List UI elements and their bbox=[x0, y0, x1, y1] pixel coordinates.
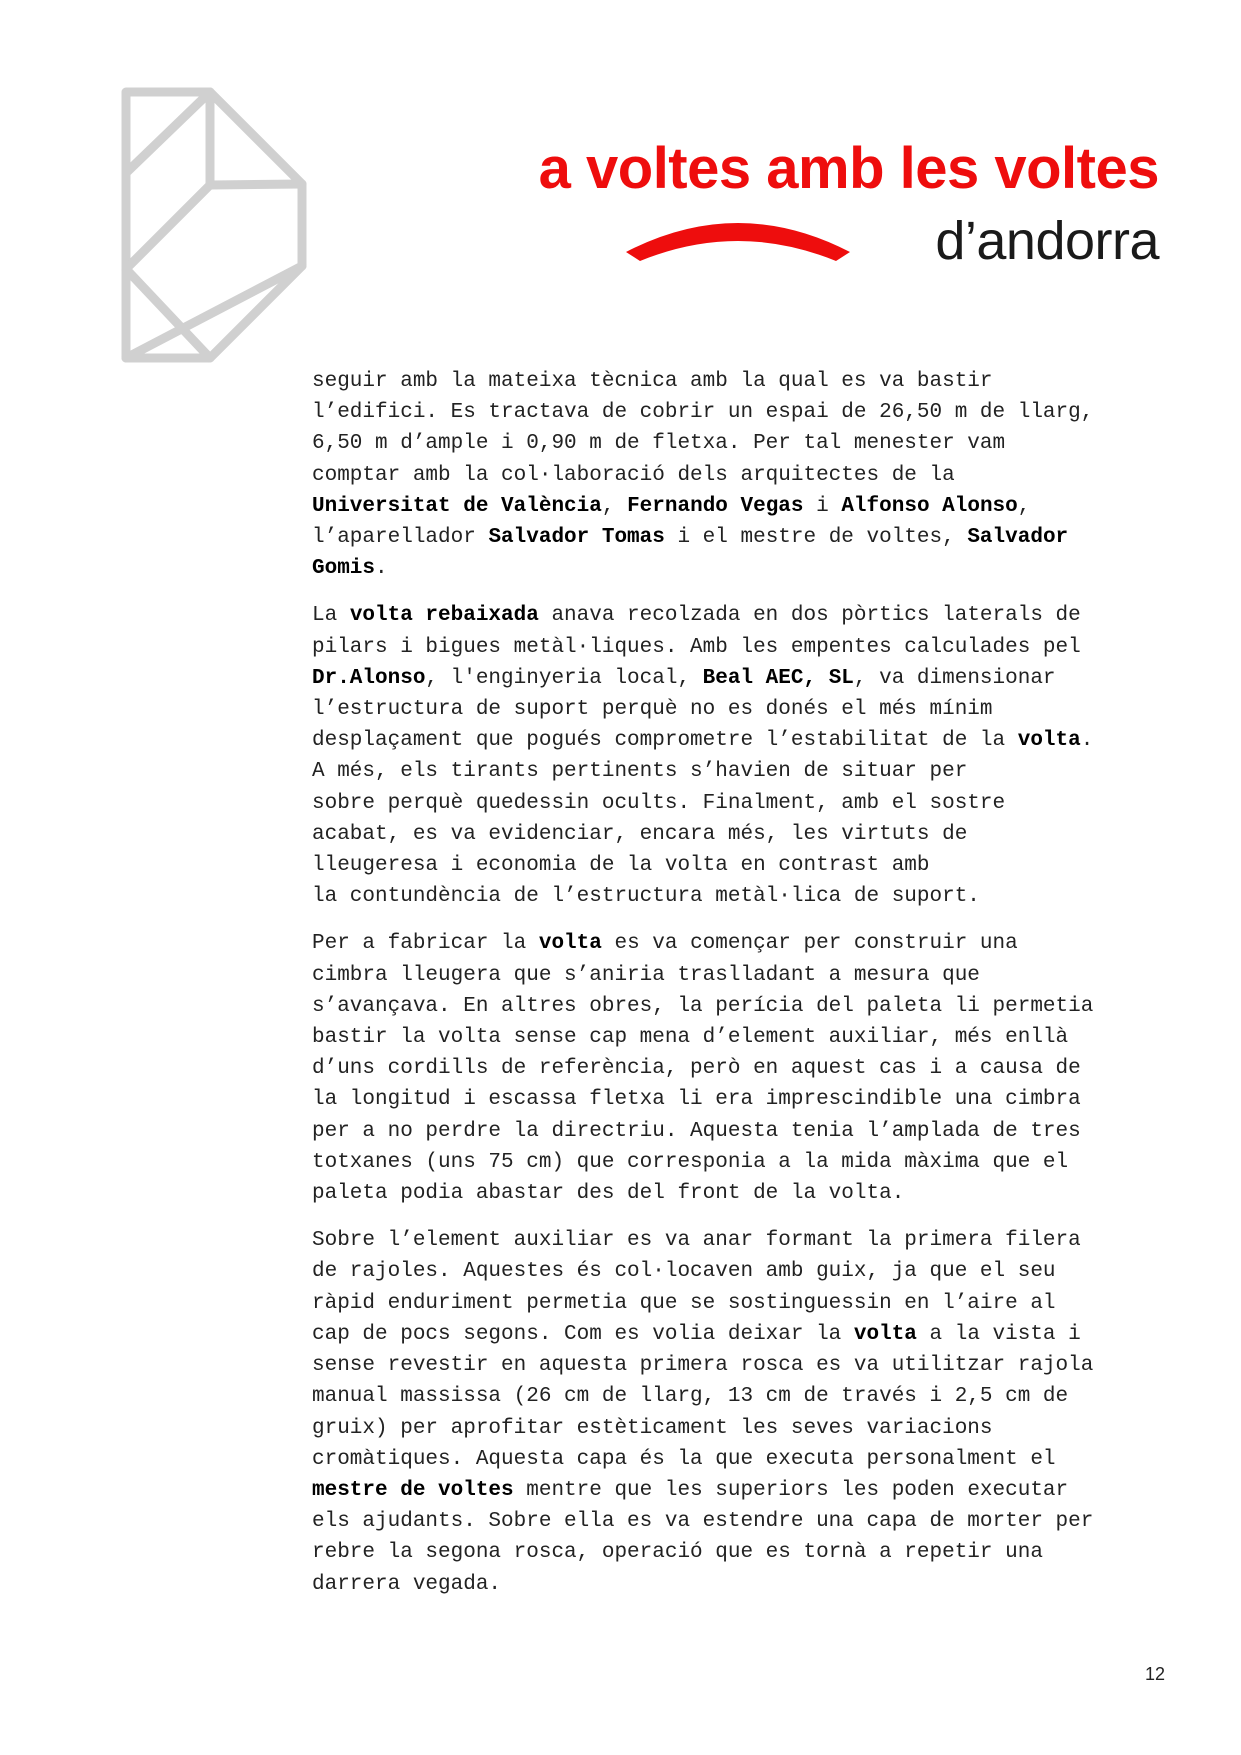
text-run: i bbox=[803, 494, 842, 518]
page-number: 12 bbox=[1144, 1664, 1165, 1684]
bold-text: volta bbox=[853, 1322, 917, 1346]
vault-arc-icon bbox=[622, 208, 854, 268]
text-run: Sobre l’element auxiliar es va anar formant la primera filera de rajoles. Aquestes és col·locaven amb guix, ja que el seu ràpid enduriment permetia que se sostinguessin en l’aire al cap de pocs segons. Com es volia deixar la bbox=[312, 1229, 1081, 1346]
bold-text: Beal AEC, SL bbox=[702, 666, 854, 690]
bold-text: Alfonso Alonso bbox=[841, 494, 1018, 518]
body-paragraph bbox=[312, 600, 1192, 912]
building-logo-icon bbox=[118, 86, 313, 366]
text-run: anava recolzada en dos pòrtics laterals de pilars i bigues metàl·liques. Amb les empentes calculades pel bbox=[312, 604, 1081, 659]
text-run: es va començar per construir una cimbra lleugera que s’aniria traslladant a mesura que s’avançava. En altres obres, la perícia del paleta li permetia bastir la volta sense cap mena d’element auxiliar, més enllà d’uns cordills de referència, però en aquest cas i a causa de la longitud i escassa fletxa li era imprescindible una cimbra per a no perdre la directriu. Aquesta tenia l’amplada de tres totxanes (uns 75 cm) que corresponia a la mida màxima que el paleta podia abastar des del front de la volta. bbox=[312, 932, 1094, 1206]
text-run: . bbox=[375, 557, 388, 581]
text-run: i el mestre de voltes, bbox=[664, 526, 968, 550]
text-run: La bbox=[312, 604, 350, 628]
bold-text: Salvador Tomas bbox=[488, 526, 665, 550]
title: a voltes amb les voltes bbox=[538, 136, 1159, 201]
body-paragraph bbox=[312, 1225, 1192, 1599]
bold-text: volta bbox=[1017, 729, 1081, 753]
bold-text: mestre de voltes bbox=[312, 1478, 514, 1502]
text-run: a la vista i sense revestir en aquesta primera rosca es va utilitzar rajola manual massissa (26 cm de llarg, 13 cm de través i 2,5 cm de gruix) per aprofitar estèticament les seves variacions cromàtiques. Aquesta capa és la que executa personalment el bbox=[312, 1322, 1094, 1471]
text-run: Per a fabricar la bbox=[312, 932, 539, 956]
subtitle: d’andorra bbox=[935, 211, 1159, 271]
bold-text: Salvador Gomis bbox=[312, 526, 1069, 581]
bold-text: Fernando Vegas bbox=[627, 494, 804, 518]
bold-text: volta rebaixada bbox=[349, 604, 539, 628]
text-run: , bbox=[601, 494, 628, 518]
text-run: seguir amb la mateixa tècnica amb la qual es va bastir l’edifici. Es tractava de cobrir un espai de 26,50 m de llarg, 6,50 m d’ample i 0,90 m de fletxa. Per tal menester vam comptar amb la col·laboració dels arquitectes de la bbox=[312, 370, 1094, 487]
bold-text: volta bbox=[538, 932, 602, 956]
text-run: . A més, els tirants pertinents s’havien de situar per sobre perquè quedessin ocults. Finalment, amb el sostre acabat, es va evidenciar, encara més, les virtuts de lleugeresa i economia de la volta en contrast amb la contundència de l’estructura metàl·lica de suport. bbox=[312, 729, 1094, 909]
body-paragraph bbox=[312, 366, 1192, 584]
text-run: , l'enginyeria local, bbox=[425, 666, 703, 690]
body-text bbox=[312, 366, 1192, 1616]
text-run: , l’aparellador bbox=[312, 494, 1031, 550]
text-run: , va dimensionar l’estructura de suport perquè no es donés el més mínim desplaçament que pogués comprometre l’estabilitat de la bbox=[312, 666, 1056, 753]
bold-text: Dr.Alonso bbox=[312, 666, 426, 690]
body-paragraph bbox=[312, 928, 1192, 1209]
bold-text: Universitat de València bbox=[312, 494, 602, 518]
text-run: mentre que les superiors les poden executar els ajudants. Sobre ella es va estendre una capa de morter per rebre la segona rosca, operació que es tornà a repetir una darrera vegada. bbox=[312, 1478, 1094, 1596]
